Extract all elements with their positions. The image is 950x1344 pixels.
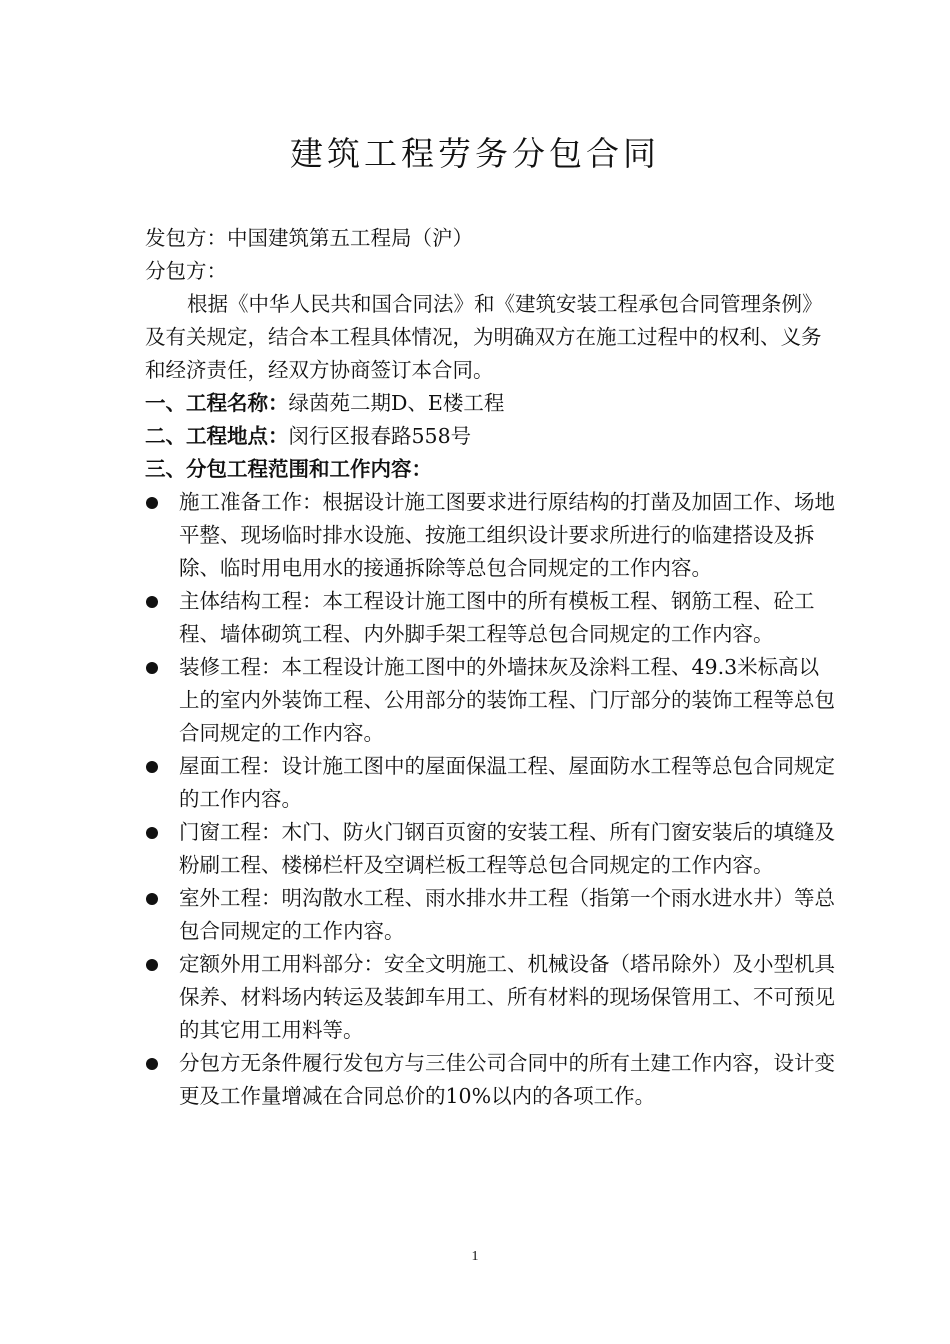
document-title: 建筑工程劳务分包合同 [290,134,660,173]
list-item-text: 主体结构工程：本工程设计施工图中的所有模板工程、钢筋工程、砼工程、墙体砌筑工程、内外脚手架工程等总包合同规定的工作内容。 [179,589,815,646]
scope-list [145,486,835,1113]
list-item [145,750,835,816]
list-item-text: 定额外用工用料部分：安全文明施工、机械设备（塔吊除外）及小型机具保养、材料场内转运及装卸车用工、所有材料的现场保管用工、不可预见的其它用工用料等。 [179,952,835,1042]
section-scope-heading: 三、分包工程范围和工作内容： [145,457,432,481]
list-item [145,882,835,948]
contract-body [145,222,835,1113]
contractor-line: 发包方：中国建筑第五工程局（沪） [145,226,473,250]
section-project-location [145,420,835,453]
list-item [145,1047,835,1113]
bullet-icon [146,596,158,608]
list-item [145,816,835,882]
list-item-text: 分包方无条件履行发包方与三佳公司合同中的所有土建工作内容，设计变更及工作量增减在合同总价的10%以内的各项工作。 [179,1051,835,1108]
section-project-location-value: 闵行区报春路558号 [288,424,472,448]
bullet-icon [146,893,158,905]
bullet-icon [146,497,158,509]
list-item [145,948,835,1047]
list-item-text: 装修工程：本工程设计施工图中的外墙抹灰及涂料工程、49.3米标高以上的室内外装饰工程、公用部分的装饰工程、门厅部分的装饰工程等总包合同规定的工作内容。 [179,655,835,745]
list-item-text: 屋面工程：设计施工图中的屋面保温工程、屋面防水工程等总包合同规定的工作内容。 [179,754,835,811]
section-project-name-value: 绿茵苑二期D、E楼工程 [288,391,505,415]
list-item [145,486,835,585]
list-item-text: 门窗工程：木门、防火门钢百页窗的安装工程、所有门窗安装后的填缝及粉刷工程、楼梯栏杆及空调栏板工程等总包合同规定的工作内容。 [179,820,835,877]
list-item-text: 室外工程：明沟散水工程、雨水排水井工程（指第一个雨水进水井）等总包合同规定的工作内容。 [179,886,835,943]
bullet-icon [146,662,158,674]
bullet-icon [146,827,158,839]
subcontractor-line: 分包方： [145,259,227,283]
list-item [145,585,835,651]
bullet-icon [146,761,158,773]
preamble-paragraph: 根据《中华人民共和国合同法》和《建筑安装工程承包合同管理条例》及有关规定，结合本工程具体情况，为明确双方在施工过程中的权利、义务和经济责任，经双方协商签订本合同。 [145,292,823,382]
bullet-icon [146,959,158,971]
section-project-location-label: 二、工程地点： [145,424,289,448]
page-number: 1 [471,1249,479,1264]
section-project-name-label: 一、工程名称： [145,391,289,415]
section-project-name [145,387,835,420]
list-item-text: 施工准备工作：根据设计施工图要求进行原结构的打凿及加固工作、场地平整、现场临时排水设施、按施工组织设计要求所进行的临建搭设及拆除、临时用电用水的接通拆除等总包合同规定的工作内容。 [179,490,835,580]
bullet-icon [146,1058,158,1070]
list-item [145,651,835,750]
